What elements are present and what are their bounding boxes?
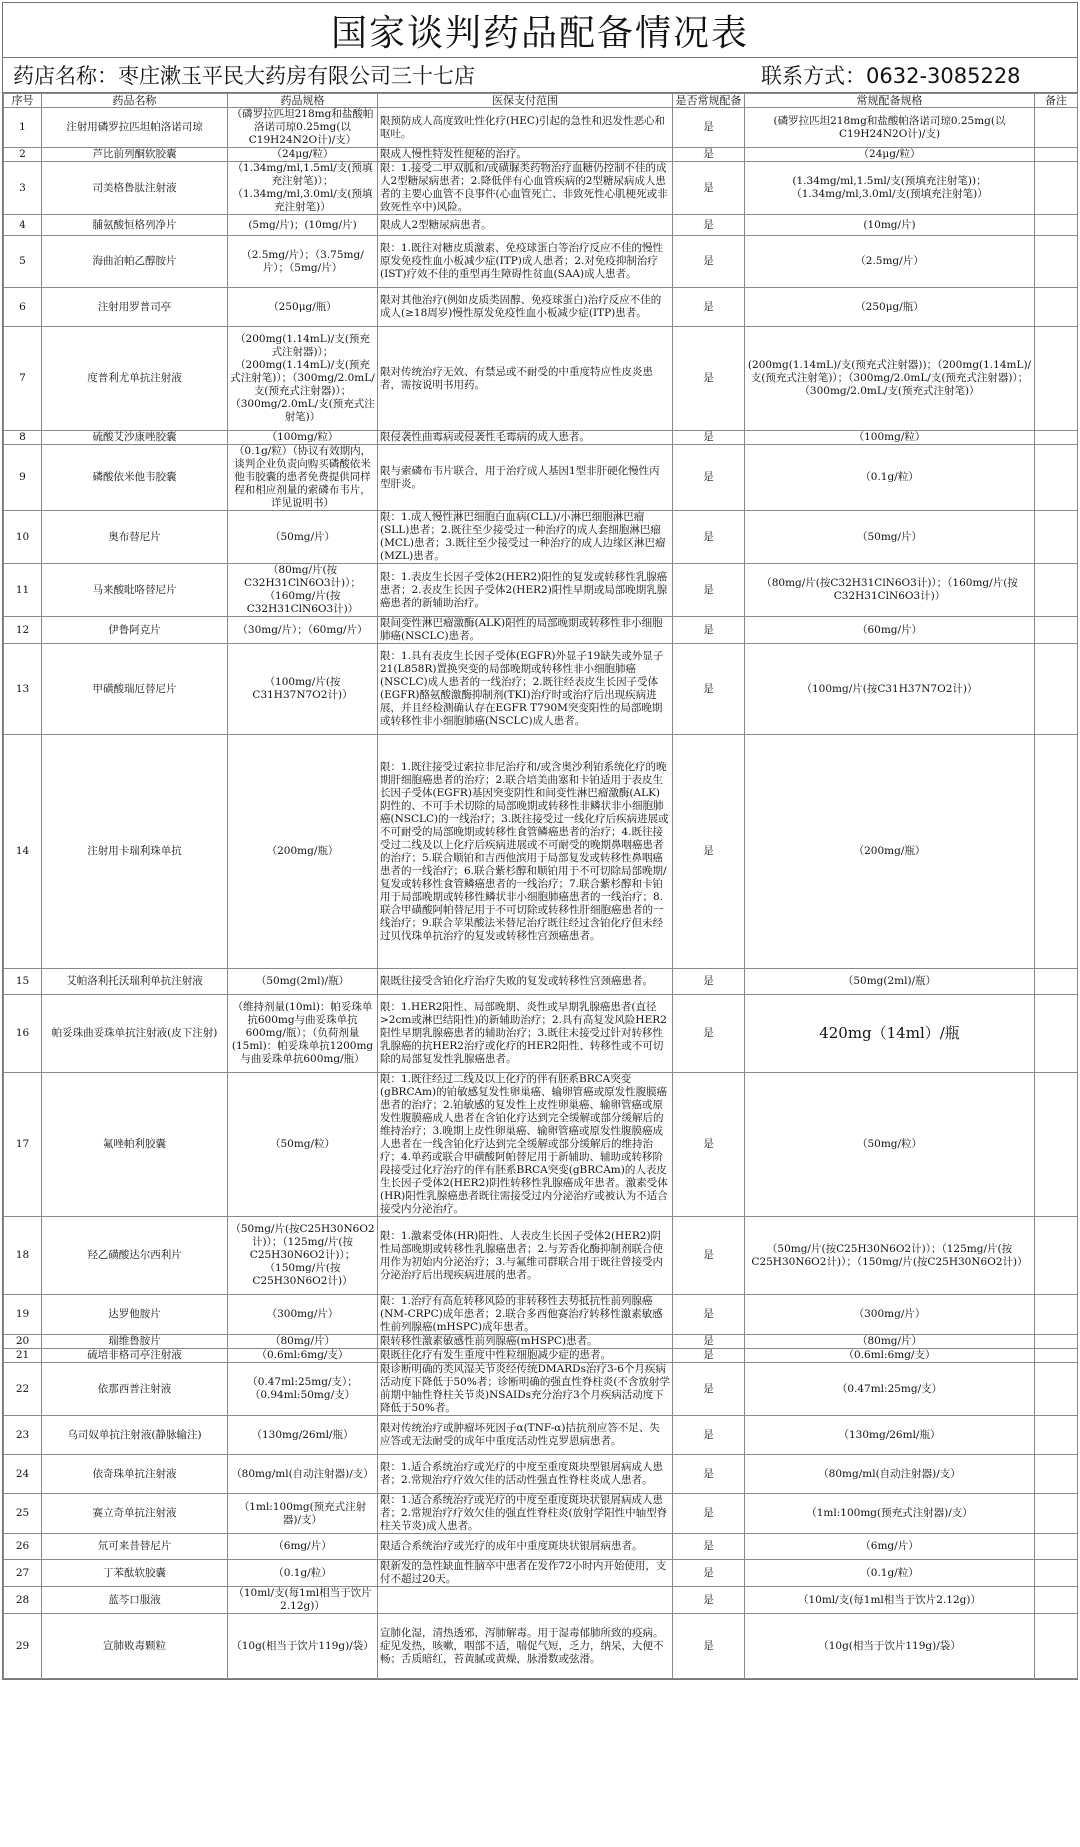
header-scope: 医保支付范围 <box>378 94 673 108</box>
row-number: 25 <box>4 1494 42 1534</box>
remark <box>1035 148 1078 162</box>
remark <box>1035 445 1078 511</box>
drug-spec: （磷罗拉匹坦218mg和盐酸帕洛诺司琼0.25mg(以C19H24N2O计)/支） <box>228 108 378 148</box>
drug-spec: （80mg/片(按C32H31ClN6O3计)）；（160mg/片(按C32H31ClN6O3计)） <box>228 564 378 617</box>
drug-spec: （250μg/瓶） <box>228 288 378 327</box>
payment-scope: 限：1.适合系统治疗或光疗的中度至重度斑块型银屑病成人患者；2.常规治疗疗效欠佳的活动性强直性脊柱炎成人患者。 <box>378 1455 673 1494</box>
remark <box>1035 1587 1078 1614</box>
row-number: 21 <box>4 1349 42 1363</box>
row-number: 4 <box>4 215 42 236</box>
regular-stock-flag: 是 <box>673 1494 745 1534</box>
drug-spec: （50mg(2ml)/瓶） <box>228 969 378 995</box>
remark <box>1035 236 1078 288</box>
regular-stock-flag: 是 <box>673 617 745 644</box>
table-row <box>4 995 1078 1073</box>
row-number: 15 <box>4 969 42 995</box>
payment-scope: 限既往接受含铂化疗治疗失败的复发或转移性宫颈癌患者。 <box>378 969 673 995</box>
drug-spec: （50mg/片(按C25H30N6O2计)）；（125mg/片(按C25H30N6O2计)）；（150mg/片(按C25H30N6O2计)） <box>228 1217 378 1295</box>
remark <box>1035 327 1078 431</box>
remark <box>1035 162 1078 215</box>
row-number: 6 <box>4 288 42 327</box>
regular-stock-spec: （200mg/瓶） <box>745 735 1035 969</box>
drug-spec: （10ml/支(每1ml相当于饮片2.12g)） <box>228 1587 378 1614</box>
table-row <box>4 162 1078 215</box>
regular-stock-spec: （80mg/ml(自动注射器)/支） <box>745 1455 1035 1494</box>
table-header-row <box>4 94 1078 108</box>
regular-stock-spec: (200mg(1.14mL)/支(预充式注射器))；（200mg(1.14mL)/支(预充式注射笔)）；（300mg/2.0mL/支(预充式注射器)）；（300mg/2.0mL/支(预充式注射笔)） <box>745 327 1035 431</box>
row-number: 13 <box>4 644 42 735</box>
row-number: 24 <box>4 1455 42 1494</box>
row-number: 23 <box>4 1416 42 1455</box>
drug-name: 度普利尤单抗注射液 <box>42 327 228 431</box>
table-row <box>4 215 1078 236</box>
payment-scope: 限：1.适合系统治疗或光疗的中度至重度斑块状银屑病成人患者；2.常规治疗疗效欠佳的强直性脊柱炎(放射学阳性中轴型脊柱关节炎)成人患者。 <box>378 1494 673 1534</box>
table-row <box>4 445 1078 511</box>
regular-stock-flag: 是 <box>673 969 745 995</box>
remark <box>1035 564 1078 617</box>
payment-scope: 限：1.既往经过二线及以上化疗的伴有胚系BRCA突变(gBRCAm)的铂敏感复发性卵巢癌、输卵管癌或原发性腹膜癌患者的治疗；2.铂敏感的复发性上皮性卵巢癌、输卵管癌或原发性腹膜癌成人患者在含铂化疗达到完全缓解或部分缓解后的维持治疗；3.晚期上皮性卵巢癌、输卵管癌或原发性腹膜癌成人患者在一线含铂化疗达到完全缓解或部分缓解后的维持治疗；4.单药或联合甲磺酸阿帕替尼用于新辅助、辅助或转移阶段接受过化疗治疗的伴有胚系BRCA突变(gBRCAm)的人表皮生长因子受体2(HER2)阴性转移性乳腺癌成年患者。激素受体(HR)阳性乳腺癌患者既往需接受过内分泌治疗或被认为不适合接受内分泌治疗。 <box>378 1073 673 1217</box>
payment-scope: 限预防成人高度致吐性化疗(HEC)引起的急性和迟发性恶心和呕吐。 <box>378 108 673 148</box>
header-regular: 是否常规配备 <box>673 94 745 108</box>
regular-stock-flag: 是 <box>673 288 745 327</box>
drug-spec: （0.6ml:6mg/支） <box>228 1349 378 1363</box>
table-row <box>4 735 1078 969</box>
table-row <box>4 1416 1078 1455</box>
remark <box>1035 644 1078 735</box>
drug-name: 注射用磷罗拉匹坦帕洛诺司琼 <box>42 108 228 148</box>
drug-spec: (5mg/片)；(10mg/片) <box>228 215 378 236</box>
drug-name: 依那西普注射液 <box>42 1363 228 1416</box>
contact-info: 联系方式：0632-3085228 <box>761 64 1021 88</box>
drug-name: 瑞维鲁胺片 <box>42 1335 228 1349</box>
payment-scope: 限：1.表皮生长因子受体2(HER2)阳性的复发或转移性乳腺癌患者；2.表皮生长因子受体2(HER2)阳性早期或局部晚期乳腺癌患者的新辅助治疗。 <box>378 564 673 617</box>
drug-name: 海曲泊帕乙醇胺片 <box>42 236 228 288</box>
table-row <box>4 1560 1078 1587</box>
payment-scope: 限成人2型糖尿病患者。 <box>378 215 673 236</box>
payment-scope: 限对传统治疗无效、有禁忌或不耐受的中重度特应性皮炎患者，需按说明书用药。 <box>378 327 673 431</box>
header-no: 序号 <box>4 94 42 108</box>
row-number: 11 <box>4 564 42 617</box>
drug-name: 氘可来昔替尼片 <box>42 1534 228 1560</box>
payment-scope: 限：1.HER2阳性、局部晚期、炎性或早期乳腺癌患者(直径>2cm或淋巴结阳性)的新辅助治疗；2.具有高复发风险HER2阳性早期乳腺癌患者的辅助治疗；3.既往未接受过针对转移性乳腺癌的抗HER2治疗或化疗的HER2阳性、转移性或不可切除的局部复发性乳腺癌患者。 <box>378 995 673 1073</box>
table-row <box>4 564 1078 617</box>
drug-spec: （1ml:100mg(预充式注射器)/支） <box>228 1494 378 1534</box>
payment-scope: 限：1.成人慢性淋巴细胞白血病(CLL)/小淋巴细胞淋巴瘤(SLL)患者；2.既往至少接受过一种治疗的成人套细胞淋巴瘤(MCL)患者；3.既往至少接受过一种治疗的成人边缘区淋巴瘤(MZL)患者。 <box>378 511 673 564</box>
table-row <box>4 236 1078 288</box>
row-number: 28 <box>4 1587 42 1614</box>
regular-stock-spec: (1.34mg/ml,1.5ml/支(预填充注射笔))；（1.34mg/ml,3.0ml/支(预填充注射笔)） <box>745 162 1035 215</box>
table-row <box>4 1073 1078 1217</box>
drug-spec: （24μg/粒） <box>228 148 378 162</box>
regular-stock-spec: （100mg/片(按C31H37N7O2计)） <box>745 644 1035 735</box>
page-title: 国家谈判药品配备情况表 <box>3 3 1077 58</box>
drug-name: 羟乙磺酸达尔西利片 <box>42 1217 228 1295</box>
drug-spec: （0.1g/粒） <box>228 1560 378 1587</box>
table-row <box>4 1587 1078 1614</box>
regular-stock-flag: 是 <box>673 1073 745 1217</box>
remark <box>1035 1494 1078 1534</box>
payment-scope: 限既往化疗有发生重度中性粒细胞减少症的患者。 <box>378 1349 673 1363</box>
drug-name: 注射用卡瑞利珠单抗 <box>42 735 228 969</box>
table-row <box>4 1335 1078 1349</box>
table-row <box>4 1363 1078 1416</box>
regular-stock-spec: （0.47ml:25mg/支） <box>745 1363 1035 1416</box>
remark <box>1035 215 1078 236</box>
drug-spec: （50mg/片） <box>228 511 378 564</box>
regular-stock-spec: (10mg/片) <box>745 215 1035 236</box>
header-note: 备注 <box>1035 94 1078 108</box>
table-row <box>4 1217 1078 1295</box>
regular-stock-spec: 420mg（14ml）/瓶 <box>745 995 1035 1073</box>
remark <box>1035 1217 1078 1295</box>
payment-scope: 限：1.既往对糖皮质激素、免疫球蛋白等治疗反应不佳的慢性原发免疫性血小板减少症(ITP)成人患者；2.对免疫抑制治疗(IST)疗效不佳的重型再生障碍性贫血(SAA)成人患者。 <box>378 236 673 288</box>
drug-name: 乌司奴单抗注射液(静脉输注) <box>42 1416 228 1455</box>
drug-spec: （300mg/片） <box>228 1295 378 1335</box>
drug-spec: （200mg(1.14mL)/支(预充式注射器)）；（200mg(1.14mL)/支(预充式注射笔)）；（300mg/2.0mL/支(预充式注射器)）；（300mg/2.0mL/支(预充式注射笔)） <box>228 327 378 431</box>
row-number: 29 <box>4 1614 42 1679</box>
remark <box>1035 1349 1078 1363</box>
regular-stock-flag: 是 <box>673 148 745 162</box>
table-row <box>4 1349 1078 1363</box>
row-number: 1 <box>4 108 42 148</box>
regular-stock-spec: （130mg/26ml/瓶） <box>745 1416 1035 1455</box>
payment-scope: 限：1.既往接受过索拉非尼治疗和/或含奥沙利铂系统化疗的晚期肝细胞癌患者的治疗；2.联合培美曲塞和卡铂适用于表皮生长因子受体(EGFR)基因突变阴性和间变性淋巴瘤激酶(ALK)阴性的、不可手术切除的局部晚期或转移性非鳞状非小细胞肺癌(NSCLC)的一线治疗；3.既往接受过一线化疗后疾病进展或不可耐受的局部晚期或转移性食管鳞癌患者的治疗；4.既往接受过二线及以上化疗后疾病进展或不可耐受的晚期鼻咽癌患者的治疗；5.联合顺铂和吉西他滨用于局部复发或转移性鼻咽癌患者的一线治疗；6.联合紫杉醇和顺铂用于不可切除局部晚期/复发或转移性食管鳞癌患者的一线治疗；7.联合紫杉醇和卡铂用于局部晚期或转移性鳞状非小细胞肺癌患者的一线治疗；8.联合甲磺酸阿帕替尼用于不可切除或转移性肝细胞癌患者的一线治疗；9.联合苹果酸法米替尼治疗既往经过含铂化疗但未经过贝伐珠单抗治疗的复发或转移性宫颈癌患者。 <box>378 735 673 969</box>
row-number: 17 <box>4 1073 42 1217</box>
remark <box>1035 1416 1078 1455</box>
payment-scope: 限：1.治疗有高危转移风险的非转移性去势抵抗性前列腺癌(NM-CRPC)成年患者；2.联合多西他赛治疗转移性激素敏感性前列腺癌(mHSPC)成年患者。 <box>378 1295 673 1335</box>
drug-spec: （6mg/片） <box>228 1534 378 1560</box>
regular-stock-spec: （10ml/支(每1ml相当于饮片2.12g)） <box>745 1587 1035 1614</box>
drug-spec: （30mg/片）；（60mg/片） <box>228 617 378 644</box>
row-number: 26 <box>4 1534 42 1560</box>
row-number: 20 <box>4 1335 42 1349</box>
regular-stock-spec: （24μg/粒） <box>745 148 1035 162</box>
regular-stock-flag: 是 <box>673 1560 745 1587</box>
remark <box>1035 1614 1078 1679</box>
drug-spec: （维持剂量(10ml)：帕妥珠单抗600mg与曲妥珠单抗600mg/瓶）；（负荷剂量(15ml)：帕妥珠单抗1200mg与曲妥珠单抗600mg/瓶） <box>228 995 378 1073</box>
regular-stock-flag: 是 <box>673 1349 745 1363</box>
regular-stock-spec: （0.1g/粒） <box>745 445 1035 511</box>
row-number: 14 <box>4 735 42 969</box>
regular-stock-flag: 是 <box>673 564 745 617</box>
drug-name: 艾帕洛利托沃瑞利单抗注射液 <box>42 969 228 995</box>
regular-stock-flag: 是 <box>673 1587 745 1614</box>
drug-name: 注射用罗普司亭 <box>42 288 228 327</box>
remark <box>1035 1073 1078 1217</box>
payment-scope: 限诊断明确的类风湿关节炎经传统DMARDs治疗3-6个月疾病活动度下降低于50%者；诊断明确的强直性脊柱炎(不含放射学前期中轴性脊柱关节炎)NSAIDs充分治疗3个月疾病活动度下降低于50%者。 <box>378 1363 673 1416</box>
payment-scope: 宣肺化湿，清热透邪，泻肺解毒。用于湿毒郁肺所致的疫病。症见发热，咳嗽，咽部不适，喘促气短，乏力，纳呆，大便不畅；舌质暗红，苔黄腻或黄燥，脉滑数或弦滑。 <box>378 1614 673 1679</box>
regular-stock-spec: （50mg/粒） <box>745 1073 1035 1217</box>
row-number: 27 <box>4 1560 42 1587</box>
remark <box>1035 1560 1078 1587</box>
table-row <box>4 1614 1078 1679</box>
row-number: 2 <box>4 148 42 162</box>
payment-scope: 限对传统治疗或肿瘤坏死因子α(TNF-α)拮抗剂应答不足、失应答或无法耐受的成年中重度活动性克罗恩病患者。 <box>378 1416 673 1455</box>
regular-stock-spec: （80mg/片(按C32H31ClN6O3计)）；（160mg/片(按C32H31ClN6O3计)） <box>745 564 1035 617</box>
row-number: 5 <box>4 236 42 288</box>
regular-stock-flag: 是 <box>673 1614 745 1679</box>
drug-list-sheet <box>2 2 1078 1680</box>
table-row <box>4 969 1078 995</box>
drug-name: 脯氨酸恒格列净片 <box>42 215 228 236</box>
remark <box>1035 1335 1078 1349</box>
remark <box>1035 511 1078 564</box>
payment-scope: 限侵袭性曲霉病或侵袭性毛霉病的成人患者。 <box>378 431 673 445</box>
remark <box>1035 969 1078 995</box>
payment-scope: 限适合系统治疗或光疗的成年中重度斑块状银屑病患者。 <box>378 1534 673 1560</box>
regular-stock-spec: （1ml:100mg(预充式注射器)/支） <box>745 1494 1035 1534</box>
row-number: 19 <box>4 1295 42 1335</box>
header-spec: 药品规格 <box>228 94 378 108</box>
row-number: 22 <box>4 1363 42 1416</box>
remark <box>1035 995 1078 1073</box>
regular-stock-flag: 是 <box>673 445 745 511</box>
regular-stock-spec: （300mg/片） <box>745 1295 1035 1335</box>
drug-spec: （10g(相当于饮片119g)/袋） <box>228 1614 378 1679</box>
regular-stock-flag: 是 <box>673 1335 745 1349</box>
drug-name: 丁苯酞软胶囊 <box>42 1560 228 1587</box>
regular-stock-spec: （0.1g/粒） <box>745 1560 1035 1587</box>
drug-spec: （80mg/片） <box>228 1335 378 1349</box>
drug-name: 磷酸依米他韦胶囊 <box>42 445 228 511</box>
drug-spec: （0.47ml:25mg/支）；（0.94ml:50mg/支） <box>228 1363 378 1416</box>
regular-stock-flag: 是 <box>673 995 745 1073</box>
drug-spec: （100mg/片(按C31H37N7O2计)） <box>228 644 378 735</box>
drug-name: 芦比前列酮软胶囊 <box>42 148 228 162</box>
store-name: 药店名称：枣庄漱玉平民大药房有限公司三十七店 <box>13 64 475 88</box>
drug-spec: （1.34mg/ml,1.5ml/支(预填充注射笔)）；（1.34mg/ml,3.0ml/支(预填充注射笔)） <box>228 162 378 215</box>
regular-stock-flag: 是 <box>673 1217 745 1295</box>
remark <box>1035 617 1078 644</box>
regular-stock-spec: （100mg/粒） <box>745 431 1035 445</box>
table-row <box>4 1295 1078 1335</box>
drug-name: 硫酸艾沙康唑胶囊 <box>42 431 228 445</box>
payment-scope: 限：1.接受二甲双胍和/或磺脲类药物治疗血糖仍控制不佳的成人2型糖尿病患者；2.降低伴有心血管疾病的2型糖尿病成人患者的主要心血管不良事件(心血管死亡、非致死性心肌梗死或非致死性卒中)风险。 <box>378 162 673 215</box>
regular-stock-spec: （2.5mg/片） <box>745 236 1035 288</box>
regular-stock-spec: （0.6ml:6mg/支） <box>745 1349 1035 1363</box>
drug-name: 司美格鲁肽注射液 <box>42 162 228 215</box>
drug-spec: （0.1g/粒）（协议有效期内，谈判企业负责向购买磷酸依米他韦胶囊的患者免费提供同样程和相应剂量的索磷布韦片，详见说明书） <box>228 445 378 511</box>
regular-stock-flag: 是 <box>673 108 745 148</box>
regular-stock-flag: 是 <box>673 644 745 735</box>
regular-stock-spec: （60mg/片） <box>745 617 1035 644</box>
header-regular-spec: 常规配备规格 <box>745 94 1035 108</box>
drug-name: 蓝芩口服液 <box>42 1587 228 1614</box>
drug-name: 奥布替尼片 <box>42 511 228 564</box>
remark <box>1035 1455 1078 1494</box>
drug-spec: （100mg/粒） <box>228 431 378 445</box>
payment-scope: 限成人慢性特发性便秘的治疗。 <box>378 148 673 162</box>
remark <box>1035 1295 1078 1335</box>
drug-spec: （2.5mg/片）；（3.75mg/片）；（5mg/片） <box>228 236 378 288</box>
regular-stock-spec: （50mg/片） <box>745 511 1035 564</box>
drug-name: 帕妥珠曲妥珠单抗注射液(皮下注射) <box>42 995 228 1073</box>
table-row <box>4 327 1078 431</box>
remark <box>1035 1534 1078 1560</box>
regular-stock-flag: 是 <box>673 236 745 288</box>
remark <box>1035 735 1078 969</box>
table-row <box>4 511 1078 564</box>
drug-name: 马来酸吡咯替尼片 <box>42 564 228 617</box>
drug-name: 依奇珠单抗注射液 <box>42 1455 228 1494</box>
remark <box>1035 431 1078 445</box>
regular-stock-flag: 是 <box>673 1455 745 1494</box>
regular-stock-spec: （10g(相当于饮片119g)/袋） <box>745 1614 1035 1679</box>
drug-name: 硫培非格司亭注射液 <box>42 1349 228 1363</box>
info-bar <box>3 58 1077 93</box>
drug-spec: （50mg/粒） <box>228 1073 378 1217</box>
table-row <box>4 1494 1078 1534</box>
regular-stock-flag: 是 <box>673 1295 745 1335</box>
regular-stock-spec: （80mg/片） <box>745 1335 1035 1349</box>
regular-stock-spec: （250μg/瓶） <box>745 288 1035 327</box>
payment-scope: 限：1.激素受体(HR)阳性、人表皮生长因子受体2(HER2)阴性局部晚期或转移性乳腺癌患者；2.与芳香化酶抑制剂联合使用作为初始内分泌治疗；3.与氟维司群联合用于既往曾接受内分泌治疗后出现疾病进展的患者。 <box>378 1217 673 1295</box>
payment-scope: 限：1.具有表皮生长因子受体(EGFR)外显子19缺失或外显子21(L858R)置换突变的局部晚期或转移性非小细胞肺癌(NSCLC)成人患者的一线治疗；2.既往经表皮生长因子受体(EGFR)酪氨酸激酶抑制剂(TKI)治疗时或治疗后出现疾病进展，并且经检测确认存在EGFR T790M突变阳性的局部晚期或转移性非小细胞肺癌(NSCLC)成人患者。 <box>378 644 673 735</box>
row-number: 18 <box>4 1217 42 1295</box>
table-row <box>4 1455 1078 1494</box>
drug-table <box>3 93 1078 1679</box>
table-row <box>4 1534 1078 1560</box>
regular-stock-flag: 是 <box>673 215 745 236</box>
table-row <box>4 431 1078 445</box>
payment-scope: 限与索磷布韦片联合，用于治疗成人基因1型非肝硬化慢性丙型肝炎。 <box>378 445 673 511</box>
regular-stock-spec: （50mg(2ml)/瓶） <box>745 969 1035 995</box>
regular-stock-flag: 是 <box>673 1363 745 1416</box>
regular-stock-flag: 是 <box>673 511 745 564</box>
regular-stock-spec: (磷罗拉匹坦218mg和盐酸帕洛诺司琼0.25mg(以C19H24N2O计)/支) <box>745 108 1035 148</box>
drug-spec: （130mg/26ml/瓶） <box>228 1416 378 1455</box>
payment-scope: 限对其他治疗(例如皮质类固醇、免疫球蛋白)治疗反应不佳的成人(≥18周岁)慢性原发免疫性血小板减少症(ITP)患者。 <box>378 288 673 327</box>
row-number: 8 <box>4 431 42 445</box>
row-number: 3 <box>4 162 42 215</box>
regular-stock-flag: 是 <box>673 431 745 445</box>
drug-spec: （200mg/瓶） <box>228 735 378 969</box>
regular-stock-flag: 是 <box>673 327 745 431</box>
drug-name: 甲磺酸瑞厄替尼片 <box>42 644 228 735</box>
regular-stock-flag: 是 <box>673 1416 745 1455</box>
row-number: 7 <box>4 327 42 431</box>
regular-stock-flag: 是 <box>673 735 745 969</box>
drug-name: 伊鲁阿克片 <box>42 617 228 644</box>
header-name: 药品名称 <box>42 94 228 108</box>
row-number: 9 <box>4 445 42 511</box>
table-row <box>4 288 1078 327</box>
drug-name: 赛立奇单抗注射液 <box>42 1494 228 1534</box>
table-row <box>4 644 1078 735</box>
payment-scope: 限间变性淋巴瘤激酶(ALK)阳性的局部晚期或转移性非小细胞肺癌(NSCLC)患者。 <box>378 617 673 644</box>
remark <box>1035 288 1078 327</box>
regular-stock-flag: 是 <box>673 1534 745 1560</box>
remark <box>1035 108 1078 148</box>
table-row <box>4 108 1078 148</box>
payment-scope <box>378 1587 673 1614</box>
drug-name: 宣肺败毒颗粒 <box>42 1614 228 1679</box>
regular-stock-flag: 是 <box>673 162 745 215</box>
remark <box>1035 1363 1078 1416</box>
row-number: 12 <box>4 617 42 644</box>
row-number: 16 <box>4 995 42 1073</box>
regular-stock-spec: （50mg/片(按C25H30N6O2计)）；（125mg/片(按C25H30N6O2计)）；（150mg/片(按C25H30N6O2计)） <box>745 1217 1035 1295</box>
row-number: 10 <box>4 511 42 564</box>
drug-name: 达罗他胺片 <box>42 1295 228 1335</box>
payment-scope: 限新发的急性缺血性脑卒中患者在发作72小时内开始使用，支付不超过20天。 <box>378 1560 673 1587</box>
drug-name: 氟唑帕利胶囊 <box>42 1073 228 1217</box>
payment-scope: 限转移性激素敏感性前列腺癌(mHSPC)患者。 <box>378 1335 673 1349</box>
drug-spec: （80mg/ml(自动注射器)/支） <box>228 1455 378 1494</box>
regular-stock-spec: （6mg/片） <box>745 1534 1035 1560</box>
table-row <box>4 148 1078 162</box>
table-row <box>4 617 1078 644</box>
